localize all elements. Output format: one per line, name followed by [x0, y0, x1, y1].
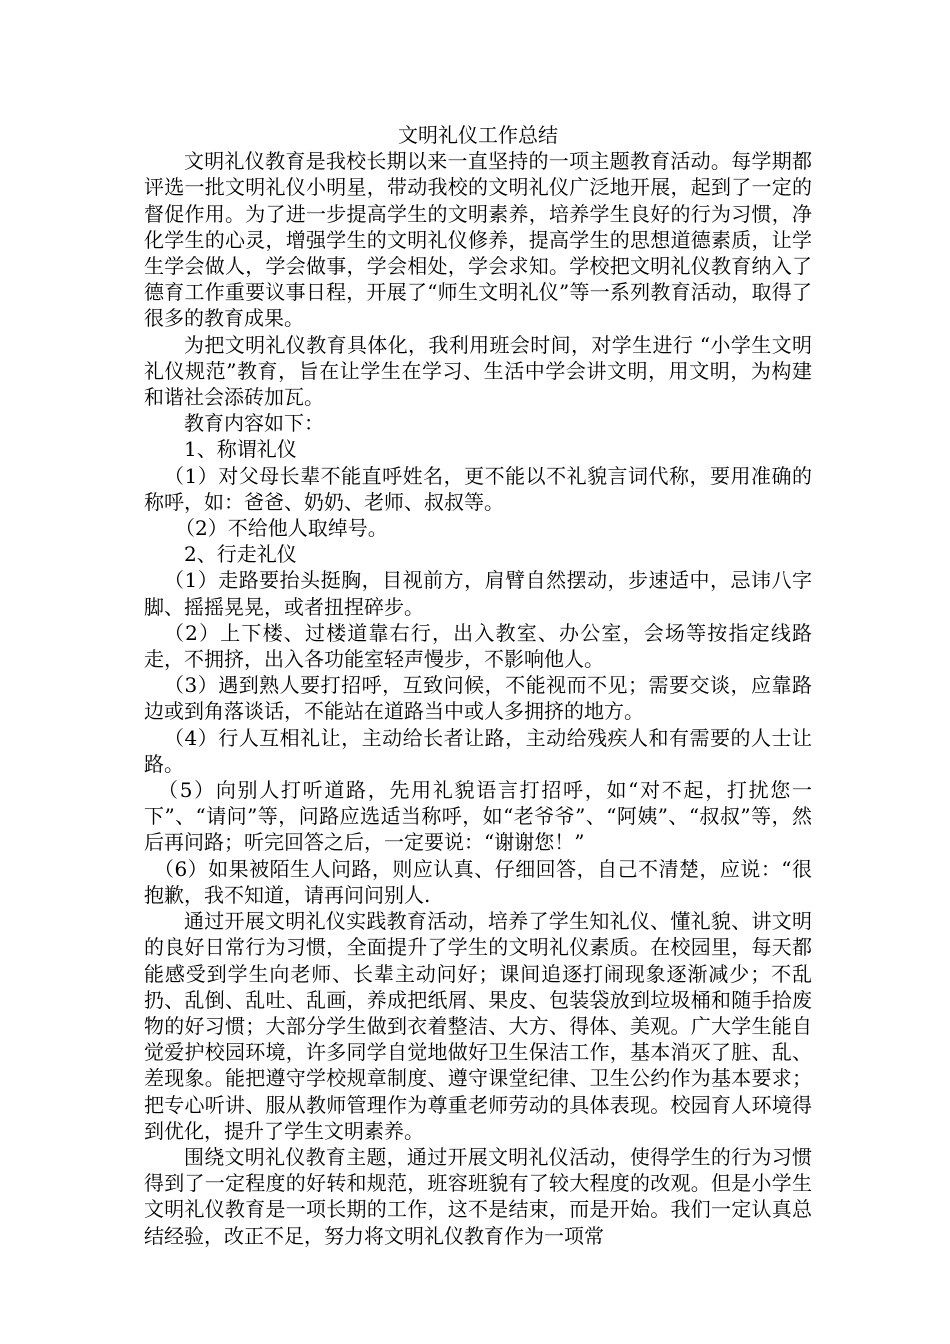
list-item: （5）向别人打听道路，先用礼貌语言打招呼，如“对不起，打扰您一下”、“请问”等，问路应选适当称呼，如“老爷爷”、“阿姨”、“叔叔”等，然后再问路；听完回答之后，一定要说：“谢谢您！”	[144, 778, 812, 855]
section-heading-address-etiquette: 1、称谓礼仪	[184, 437, 297, 462]
list-item: （1）对父母长辈不能直呼姓名，更不能以不礼貌言词代称，要用准确的称呼，如：爸爸、奶奶、老师、叔叔等。	[144, 463, 812, 514]
document-body	[144, 148, 812, 1249]
paragraph: 文明礼仪教育是我校长期以来一直坚持的一项主题教育活动。每学期都评选一批文明礼仪小明星，带动我校的文明礼仪广泛地开展，起到了一定的督促作用。为了进一步提高学生的文明素养，培养学生良好的行为习惯，净化学生的心灵，增强学生的文明礼仪修养，提高学生的思想道德素质，让学生学会做人，学会做事，学会相处，学会求知。学校把文明礼仪教育纳入了德育工作重要议事日程，开展了“师生文明礼仪”等一系列教育活动，取得了很多的教育成果。	[144, 149, 812, 331]
list-item: （3）遇到熟人要打招呼，互致问候，不能视而不见；需要交谈，应靠路边或到角落谈话，不能站在道路当中或人多拥挤的地方。	[144, 673, 812, 724]
section-heading-walking-etiquette: 2、行走礼仪	[184, 542, 297, 567]
list-item: （2）不给他人取绰号。	[175, 516, 388, 541]
paragraph: 教育内容如下：	[184, 411, 324, 436]
paragraph: 为把文明礼仪教育具体化，我利用班会时间，对学生进行 “小学生文明礼仪规范”教育，旨在让学生在学习、生活中学会讲文明，用文明，为构建和谐社会添砖加瓦。	[144, 332, 812, 410]
list-item: （1）走路要抬头挺胸，目视前方，肩臂自然摆动，步速适中，忌讳八字脚、摇摇晃晃，或者扭捏碎步。	[144, 568, 812, 619]
document-title: 文明礼仪工作总结	[398, 123, 558, 147]
list-item: （6）如果被陌生人问路，则应认真、仔细回答，自己不清楚，应说：“很抱歉，我不知道，请再问问别人.	[144, 856, 812, 907]
paragraph: 围绕文明礼仪教育主题，通过开展文明礼仪活动，使得学生的行为习惯得到了一定程度的好转和规范，班容班貌有了较大程度的改观。但是小学生文明礼仪教育是一项长期的工作，这不是结束，而是开始。我们一定认真总结经验，改正不足，努力将文明礼仪教育作为一项常	[144, 1144, 812, 1248]
list-item: （4）行人互相礼让，主动给长者让路，主动给残疾人和有需要的人士让路。	[144, 725, 812, 776]
list-item: （2）上下楼、过楼道靠右行，出入教室、办公室，会场等按指定线路走，不拥挤，出入各功能室轻声慢步，不影响他人。	[144, 620, 812, 672]
paragraph: 通过开展文明礼仪实践教育活动，培养了学生知礼仪、懂礼貌、讲文明的良好日常行为习惯，全面提升了学生的文明礼仪素质。在校园里，每天都能感受到学生向老师、长辈主动问好；课间追逐打闹现象逐渐减少；不乱扔、乱倒、乱吐、乱画，养成把纸屑、果皮、包装袋放到垃圾桶和随手拾废物的好习惯；大部分学生做到衣着整洁、大方、得体、美观。广大学生能自觉爱护校园环境，许多同学自觉地做好卫生保洁工作，基本消灭了脏、乱、差现象。能把遵守学校规章制度、遵守课堂纪律、卫生公约作为基本要求；把专心听讲、服从教师管理作为尊重老师劳动的具体表现。校园育人环境得到优化，提升了学生文明素养。	[144, 909, 812, 1143]
